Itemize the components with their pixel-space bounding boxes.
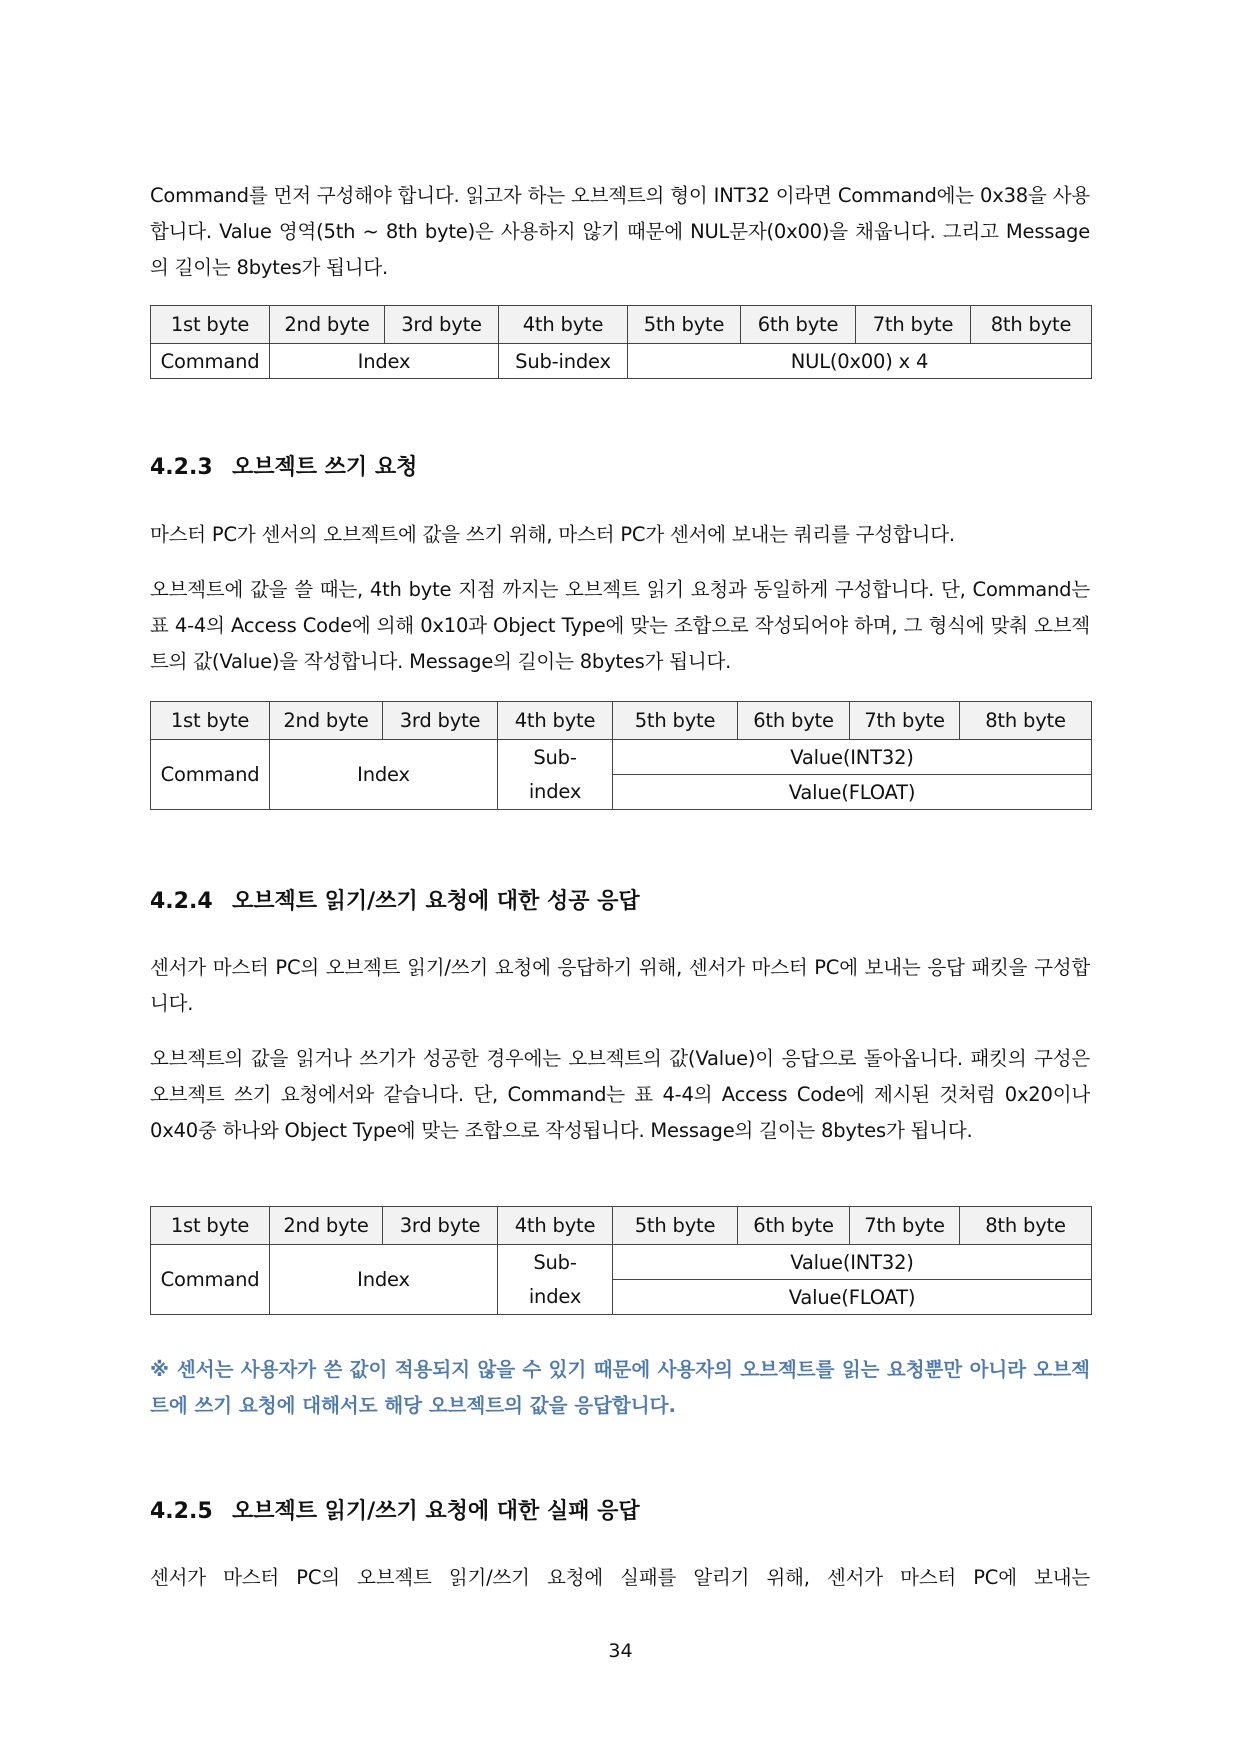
section-424-paragraph-2 (150, 1041, 1090, 1149)
value-float-cell: Value(FLOAT) (613, 775, 1092, 810)
section-425-paragraph (150, 1560, 1090, 1596)
table-header-cell: 2nd byte (270, 702, 383, 740)
section-heading (150, 887, 1090, 917)
index-cell: Index (270, 344, 499, 379)
section-424 (150, 887, 1090, 917)
section-425 (150, 1497, 1090, 1527)
table-header-cell: 6th byte (738, 1207, 850, 1245)
subindex-cell-bottom: index (498, 775, 613, 810)
table-header-cell: 6th byte (741, 306, 856, 344)
subindex-cell-top: Sub- (498, 1245, 613, 1280)
table-header-cell: 4th byte (498, 1207, 613, 1245)
table-header-cell: 7th byte (850, 702, 960, 740)
subindex-cell: Sub-index (499, 344, 628, 379)
section-title: 오브젝트 읽기/쓰기 요청에 대한 성공 응답 (232, 889, 640, 914)
command-cell: Command (151, 740, 270, 810)
success-response-table (150, 1206, 1092, 1315)
paragraph: 센서가 마스터 PC의 오브젝트 읽기/쓰기 요청에 응답하기 위해, 센서가 마스터 PC에 보내는 응답 패킷을 구성합니다. (150, 956, 1090, 1015)
paragraph: 마스터 PC가 센서의 오브젝트에 값을 쓰기 위해, 마스터 PC가 센서에 보내는 쿼리를 구성합니다. (150, 523, 955, 546)
table-header-cell: 1st byte (151, 1207, 270, 1245)
section-title: 오브젝트 읽기/쓰기 요청에 대한 실패 응답 (232, 1499, 640, 1524)
table-row (151, 1245, 1092, 1280)
value-int-cell: Value(INT32) (613, 1245, 1092, 1280)
intro-section (150, 178, 1090, 286)
index-cell: Index (270, 1245, 498, 1315)
page-number: 34 (608, 1640, 633, 1662)
table-header-cell: 3rd byte (383, 702, 498, 740)
read-request-table (150, 305, 1092, 379)
success-response-table-wrap (150, 1206, 1090, 1315)
table-header-cell: 2nd byte (270, 1207, 383, 1245)
note-text: ※ 센서는 사용자가 쓴 값이 적용되지 않을 수 있기 때문에 사용자의 오브젝트를 읽는 요청뿐만 아니라 오브젝트에 쓰기 요청에 대해서도 해당 오브젝트의 값을 응답합니다. (150, 1358, 1090, 1417)
section-423-paragraph-2 (150, 572, 1090, 680)
table-header-row (151, 306, 1092, 344)
table-row (151, 344, 1092, 379)
section-title: 오브젝트 쓰기 요청 (232, 455, 418, 480)
table-header-cell: 5th byte (628, 306, 741, 344)
section-423 (150, 453, 1090, 483)
section-heading (150, 453, 1090, 483)
table-header-cell: 2nd byte (270, 306, 385, 344)
paragraph: 오브젝트의 값을 읽거나 쓰기가 성공한 경우에는 오브젝트의 값(Value)이 응답으로 돌아옵니다. 패킷의 구성은 오브젝트 쓰기 요청에서와 같습니다. 단, Command는 표 4-4의 Access Code에 제시된 것처럼 0x20이나 0x40중 하나와 Object Type에 맞는 조합으로 작성됩니다. Message의 길이는 8bytes가 됩니다. (150, 1047, 1090, 1142)
read-request-table-wrap (150, 305, 1090, 379)
table-header-cell: 1st byte (151, 702, 270, 740)
section-number: 4.2.4 (150, 889, 213, 914)
table-header-cell: 6th byte (738, 702, 850, 740)
section-424-paragraph-1 (150, 950, 1090, 1022)
table-header-cell: 5th byte (613, 702, 738, 740)
value-int-cell: Value(INT32) (613, 740, 1092, 775)
table-header-cell: 4th byte (499, 306, 628, 344)
paragraph: 오브젝트에 값을 쓸 때는, 4th byte 지점 까지는 오브젝트 읽기 요청과 동일하게 구성합니다. 단, Command는 표 4-4의 Access Code에 의해 0x10과 Object Type에 맞는 조합으로 작성되어야 하며, 그 형식에 맞춰 오브젝트의 값(Value)을 작성합니다. Message의 길이는 8bytes가 됩니다. (150, 578, 1090, 673)
intro-paragraph: Command를 먼저 구성해야 합니다. 읽고자 하는 오브젝트의 형이 INT32 이라면 Command에는 0x38을 사용합니다. Value 영역(5th ~ 8th byte)은 사용하지 않기 때문에 NUL문자(0x00)을 채웁니다. 그리고 Message의 길이는 8bytes가 됩니다. (150, 184, 1090, 279)
table-header-cell: 3rd byte (383, 1207, 498, 1245)
table-header-cell: 7th byte (850, 1207, 960, 1245)
command-cell: Command (151, 344, 270, 379)
section-number: 4.2.3 (150, 455, 213, 480)
paragraph: 센서가 마스터 PC의 오브젝트 읽기/쓰기 요청에 실패를 알리기 위해, 센서가 마스터 PC에 보내는 (150, 1566, 1090, 1589)
table-row (151, 740, 1092, 775)
index-cell: Index (270, 740, 498, 810)
command-cell: Command (151, 1245, 270, 1315)
table-header-cell: 4th byte (498, 702, 613, 740)
note-section (150, 1352, 1090, 1424)
section-423-paragraph-1 (150, 517, 1090, 553)
value-cell: NUL(0x00) x 4 (628, 344, 1092, 379)
table-header-cell: 8th byte (960, 702, 1092, 740)
section-number: 4.2.5 (150, 1499, 213, 1524)
table-header-cell: 7th byte (856, 306, 971, 344)
table-header-cell: 3rd byte (385, 306, 499, 344)
value-float-cell: Value(FLOAT) (613, 1280, 1092, 1315)
write-request-table (150, 701, 1092, 810)
table-header-cell: 5th byte (613, 1207, 738, 1245)
table-header-row (151, 702, 1092, 740)
write-request-table-wrap (150, 701, 1090, 810)
table-header-row (151, 1207, 1092, 1245)
subindex-cell-top: Sub- (498, 740, 613, 775)
subindex-cell-bottom: index (498, 1280, 613, 1315)
table-header-cell: 8th byte (960, 1207, 1092, 1245)
table-header-cell: 8th byte (971, 306, 1092, 344)
section-heading (150, 1497, 1090, 1527)
table-header-cell: 1st byte (151, 306, 270, 344)
